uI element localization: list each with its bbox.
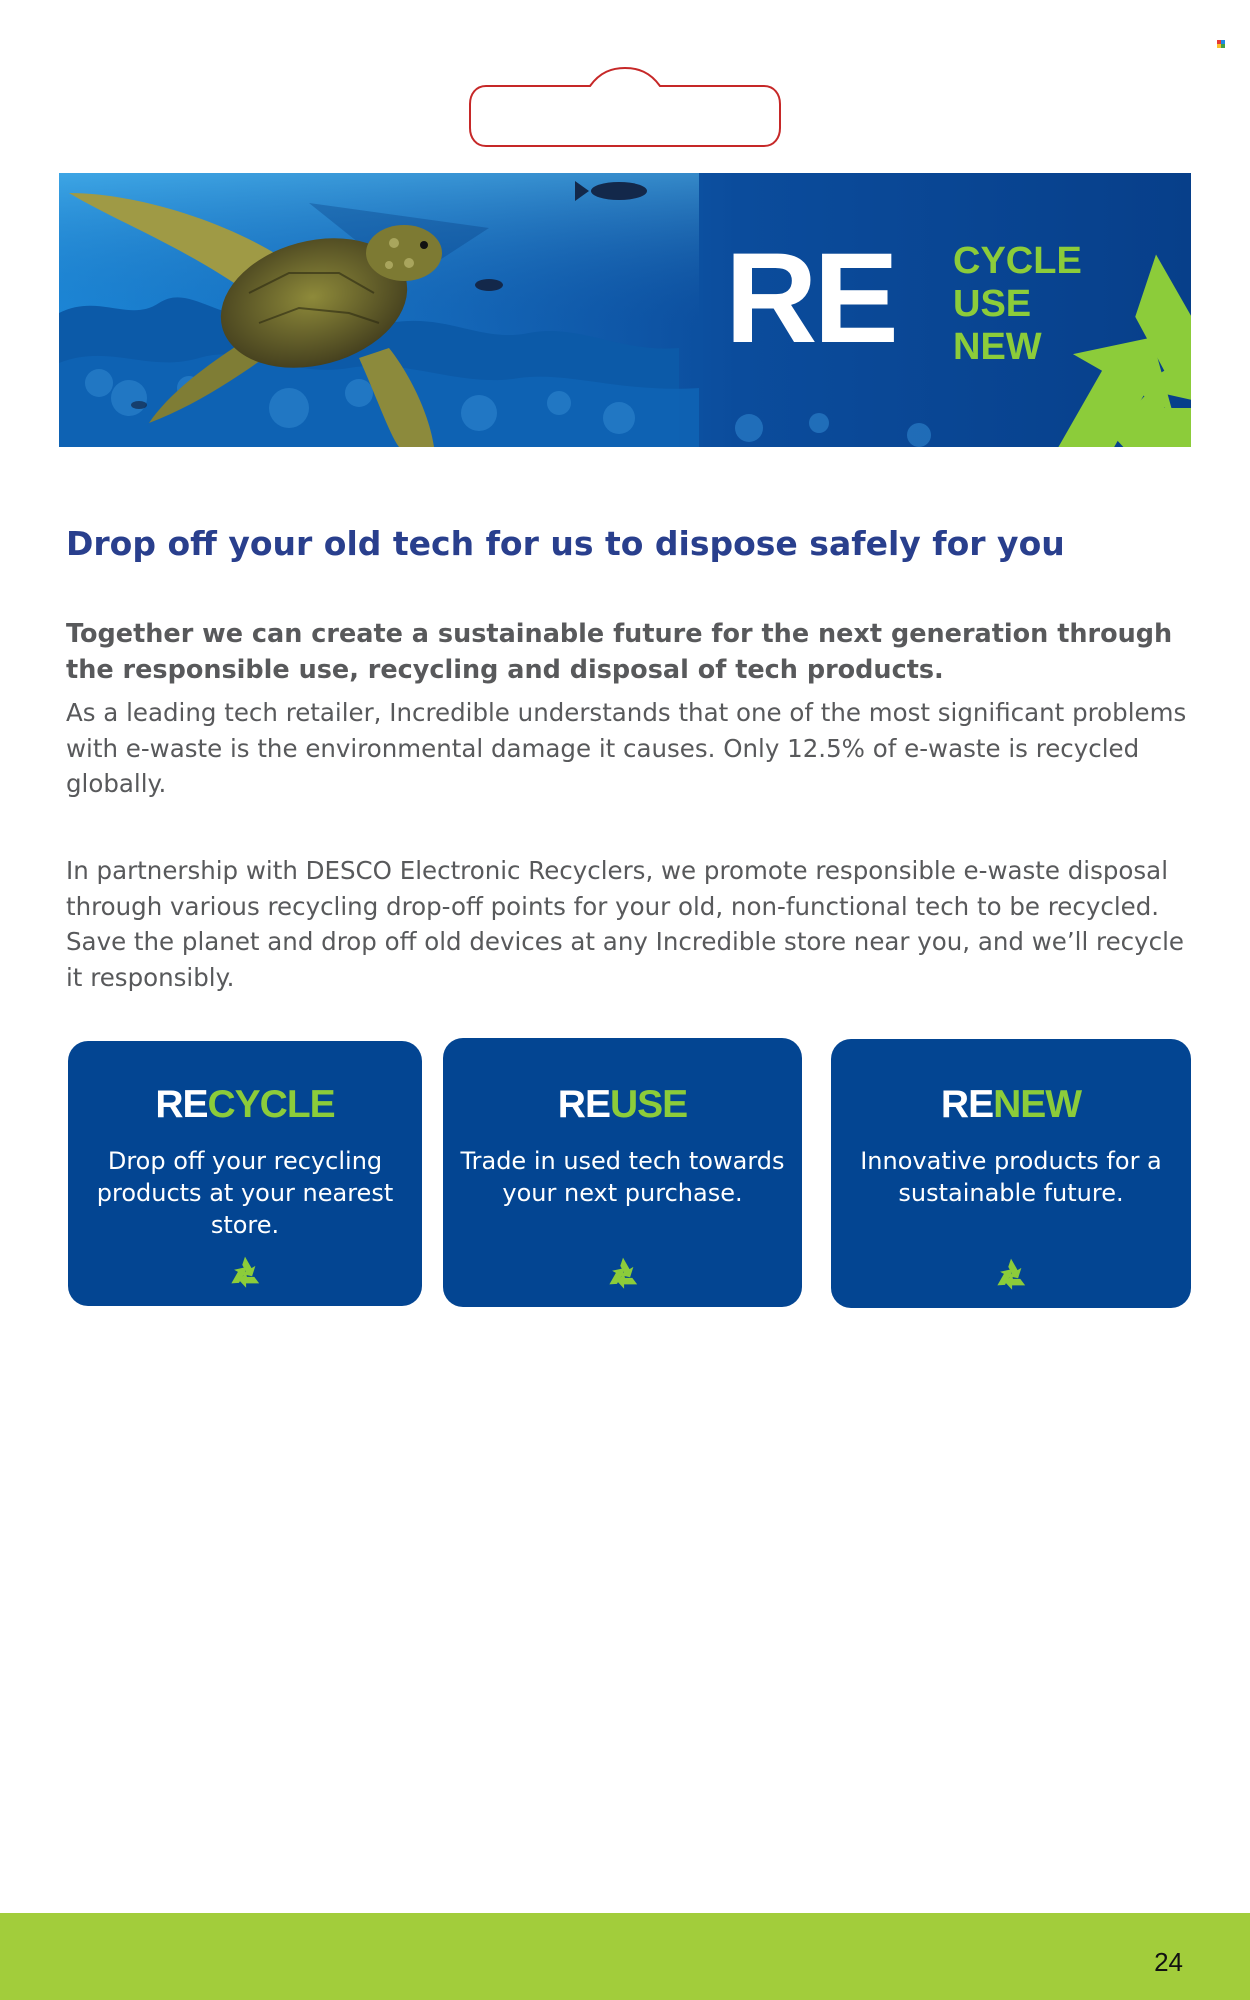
recycle-icon bbox=[993, 1257, 1029, 1293]
footer-bar bbox=[0, 1913, 1250, 2000]
hero-banner bbox=[59, 173, 1191, 447]
card-title-word: USE bbox=[609, 1083, 688, 1126]
reuse-card bbox=[443, 1038, 802, 1307]
recycle-icon bbox=[227, 1255, 263, 1291]
banner-word-new: NEW bbox=[953, 326, 1042, 368]
hanger-tab bbox=[466, 64, 784, 150]
card-title-prefix: RE bbox=[557, 1083, 610, 1126]
banner-word-use: USE bbox=[953, 283, 1032, 325]
card-title bbox=[443, 1085, 802, 1124]
card-title-prefix: RE bbox=[155, 1083, 208, 1126]
page-headline: Drop off your old tech for us to dispose safely for you bbox=[66, 524, 1065, 563]
banner-re-text: RE bbox=[725, 227, 895, 370]
page-number: 24 bbox=[1154, 1947, 1183, 1977]
renew-card bbox=[831, 1039, 1191, 1308]
body-paragraph-1: As a leading tech retailer, Incredible understands that one of the most significant problems with e-waste is the environmental damage it causes. Only 12.5% of e-waste is recycled globally. bbox=[66, 698, 1187, 798]
card-title-word: CYCLE bbox=[207, 1083, 335, 1126]
card-title-prefix: RE bbox=[940, 1083, 994, 1126]
card-description: Innovative products for a sustainable future. bbox=[860, 1147, 1162, 1207]
lead-paragraph: Together we can create a sustainable future for the next generation through the responsible use, recycling and disposal of tech products. bbox=[66, 619, 1173, 685]
card-description: Drop off your recycling products at your nearest store. bbox=[96, 1147, 394, 1239]
recycle-card bbox=[68, 1041, 422, 1306]
banner-words bbox=[953, 240, 1082, 369]
card-description: Trade in used tech towards your next purchase. bbox=[460, 1147, 785, 1207]
card-title bbox=[831, 1085, 1191, 1124]
card-title-word: NEW bbox=[993, 1083, 1082, 1126]
card-title bbox=[68, 1085, 422, 1124]
color-mark bbox=[1217, 40, 1225, 48]
recycle-icon bbox=[605, 1256, 641, 1292]
banner-word-cycle: CYCLE bbox=[953, 240, 1082, 282]
body-paragraph-2: In partnership with DESCO Electronic Recyclers, we promote responsible e-waste disposal through various recycling drop-off points for your old, non-functional tech to be recycled. Save the planet and drop off old devices at any Incredible store near you, and we’ll recycle it responsibly. bbox=[66, 856, 1184, 992]
